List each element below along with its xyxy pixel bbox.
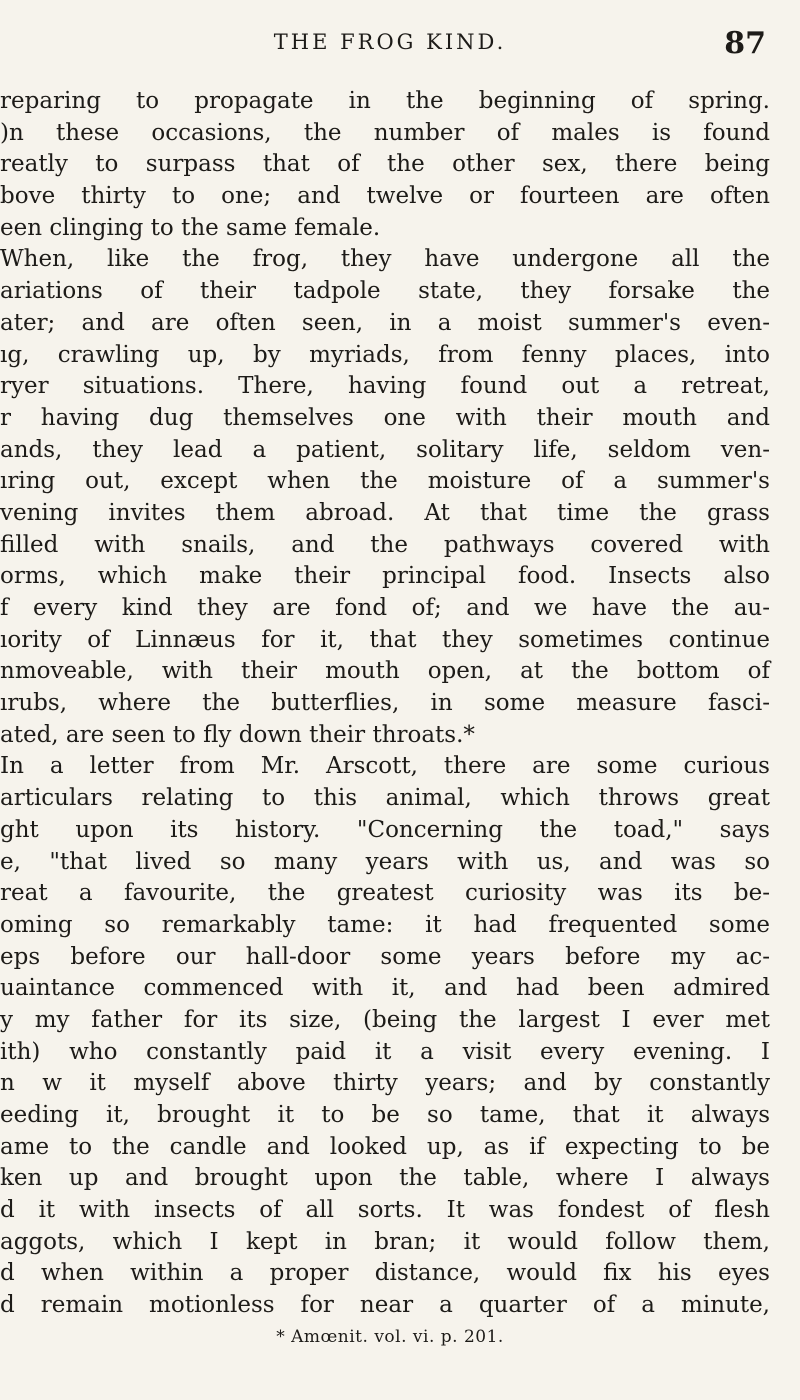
text-line: ıority of Linnæus for it, that they sometimes continue (0, 626, 770, 653)
text-line: reat a favourite, the greatest curiosity was its be- (0, 880, 770, 907)
text-line: ken up and brought upon the table, where I always (0, 1165, 770, 1192)
text-line: ated, are seen to fly down their throats.* (0, 721, 475, 748)
text-line: ght upon its history. "Concerning the toad," says (0, 816, 770, 843)
text-line: ıg, crawling up, by myriads, from fenny places, into (0, 341, 770, 368)
page-header (0, 26, 780, 70)
text-line: orms, which make their principal food. Insects also (0, 563, 770, 590)
text-line: eeding it, brought it to be so tame, that it always (0, 1102, 770, 1128)
text-line: reatly to surpass that of the other sex, there being (0, 151, 770, 178)
running-title: THE FROG KIND. (273, 30, 507, 54)
text-line: d when within a proper distance, would fix his eyes (0, 1260, 770, 1287)
text-line: f every kind they are fond of; and we have the au- (0, 595, 770, 621)
text-line: y my father for its size, (being the largest I ever met (0, 1006, 770, 1033)
text-line: d remain motionless for near a quarter of a minute, (0, 1292, 770, 1319)
text-line: ariations of their tadpole state, they forsake the (0, 278, 770, 305)
text-line: ıring out, except when the moisture of a summer's (0, 468, 770, 495)
text-line: ands, they lead a patient, solitary life, seldom ven- (0, 436, 770, 463)
footnote: * Amœnit. vol. vi. p. 201. (276, 1326, 504, 1347)
text-line: ame to the candle and looked up, as if expecting to be (0, 1133, 770, 1160)
text-line: ırubs, where the butterflies, in some measure fasci- (0, 690, 770, 717)
page-number: 87 (724, 26, 766, 61)
text-line: vening invites them abroad. At that time the grass (0, 499, 770, 526)
text-line: e, "that lived so many years with us, and was so (0, 848, 770, 875)
text-line: bove thirty to one; and twelve or fourteen are often (0, 183, 770, 210)
text-line: oming so remarkably tame: it had frequented some (0, 911, 770, 938)
text-line: reparing to propagate in the beginning of spring. (0, 88, 770, 114)
text-line: uaintance commenced with it, and had been admired (0, 975, 770, 1002)
text-line: n w it myself above thirty years; and by constantly (0, 1070, 770, 1097)
text-line: aggots, which I kept in bran; it would follow them, (0, 1228, 770, 1255)
text-line: nmoveable, with their mouth open, at the bottom of (0, 658, 770, 685)
text-line: een clinging to the same female. (0, 214, 381, 241)
text-line: In a letter from Mr. Arscott, there are some curious (0, 753, 770, 780)
text-line: filled with snails, and the pathways covered with (0, 531, 770, 558)
text-line: ryer situations. There, having found out a retreat, (0, 373, 770, 400)
text-line: )n these occasions, the number of males is found (0, 119, 770, 146)
text-line: r having dug themselves one with their mouth and (0, 404, 770, 431)
text-line: articulars relating to this animal, which throws great (0, 785, 770, 812)
text-line: When, like the frog, they have undergone all the (0, 246, 770, 273)
body-text (0, 86, 780, 1322)
text-line: eps before our hall-door some years before my ac- (0, 943, 770, 970)
text-line: ith) who constantly paid it a visit every evening. I (0, 1038, 770, 1065)
text-line: ater; and are often seen, in a moist summer's even- (0, 309, 770, 336)
text-line: d it with insects of all sorts. It was fondest of flesh (0, 1197, 770, 1224)
